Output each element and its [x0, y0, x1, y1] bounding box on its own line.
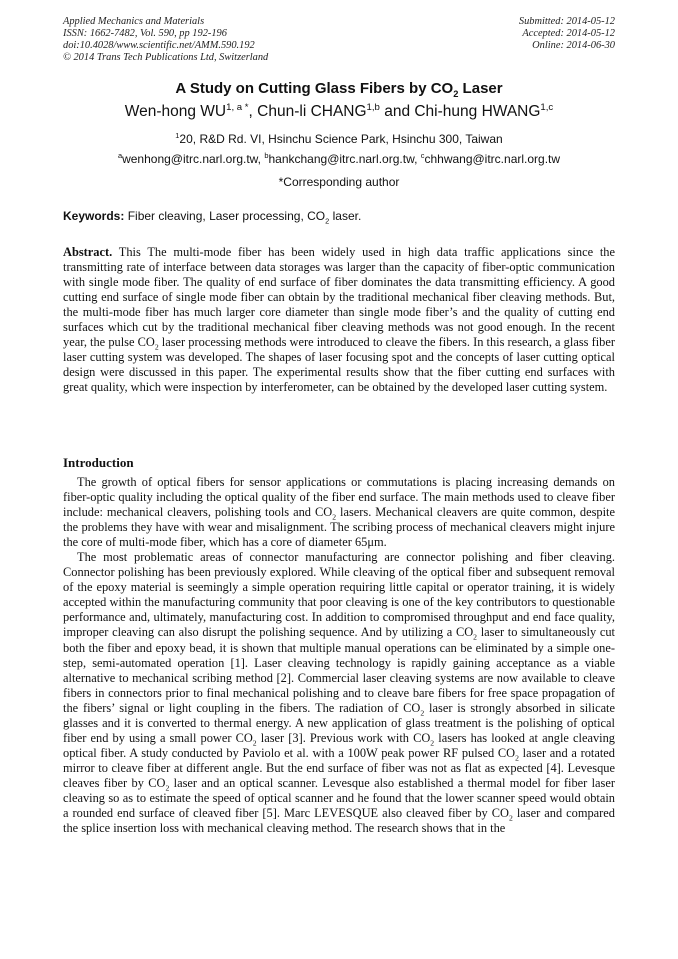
abstract	[63, 245, 615, 395]
abstract-text: This The multi-mode fiber has been widely used in high data traffic applications since the transmitting rate of interface between data storages was larger than the capacity of fiber-optic communication with single mode fiber. The quality of end surface of fiber dominates the data transmitting efficiency. A good cutting end surface of single mode fiber can obtain by the traditional mechanical fiber cleaving methods. But, the multi-mode fiber has much larger core diameter than single mode fiber’s and the quality of cutting end surfaces which cut by the traditional mechanical fiber cleaving methods was not good enough. In the recent year, the pulse CO	[63, 245, 615, 350]
journal-name: Applied Mechanics and Materials	[63, 16, 205, 27]
doi-line: doi:10.4028/www.scientific.net/AMM.590.192	[63, 40, 255, 51]
copyright-line: © 2014 Trans Tech Publications Ltd, Switzerland	[63, 52, 269, 63]
paragraph-1	[63, 475, 615, 550]
p2-sub-4: 2	[430, 738, 435, 748]
issn-line: ISSN: 1662-7482, Vol. 590, pp 192-196	[63, 28, 227, 39]
keywords-label: Keywords:	[63, 209, 125, 223]
p2-sub-3: 2	[252, 738, 257, 748]
author-emails	[0, 152, 678, 166]
journal-info	[63, 16, 268, 64]
p1-subscript: 2	[332, 512, 337, 522]
p2-sub-2: 2	[420, 708, 425, 718]
abstract-subscript: 2	[154, 342, 159, 352]
email-b[interactable]: hankchang@itrc.narl.org.tw,	[268, 152, 421, 166]
email-marker-b: b	[264, 151, 269, 160]
p2-sub-1: 2	[473, 632, 477, 642]
accepted-date: Accepted: 2014-05-12	[522, 28, 615, 39]
p2-text-7: laser and an optical scanner. Levesque also established a thermal model for fiber laser cleaving so as to estimate the speed of optical scanner and he found that the lower scanner speed would obtain a rounded end surface of cleaved fiber [5]. Marc LEVESQUE also cleaved fiber by CO	[63, 775, 615, 821]
p2-text-6: laser and a rotated mirror to cleave fiber at different angle. But the end surface of fiber was not as flat as expected [4]. Levesque cleaves fiber by CO	[63, 745, 615, 790]
author-1: Wen-hong WU	[124, 103, 227, 120]
section-heading-introduction: Introduction	[63, 455, 134, 470]
affiliation-marker: 1	[175, 131, 180, 140]
title-text: A Study on Cutting Glass Fibers by CO	[175, 80, 454, 97]
author-3-marker: 1,c	[540, 101, 554, 113]
p2-text-8: laser and compared the splice insertion loss with mechanical cleaving method. The research shows that in the	[63, 806, 615, 836]
affiliation-text: 20, R&D Rd. VI, Hsinchu Science Park, Hsinchu 300, Taiwan	[179, 132, 503, 146]
title-subscript: 2	[453, 89, 459, 99]
author-list	[0, 103, 678, 121]
keywords-text: Fiber cleaving, Laser processing, CO	[124, 209, 326, 223]
title-text-end: Laser	[458, 80, 503, 97]
author-2: , Chun-li CHANG	[248, 103, 367, 120]
p2-text-5: lasers has looked at angle cleaving optical fiber. A study conducted by Paviolo et al. with a 100W peak power RF pulsed CO	[63, 730, 615, 760]
p2-text-1: The most problematic areas of connector manufacturing are connector polishing and fiber cleaving. Connector polishing has been previously explored. While cleaving of the optical fiber and subsequent removal of the epoxy material is seemingly a simple operation requiring little capital or operator training, it is widely accepted within the manufacturing community that poor cleaving is one of the key contributors to questionable performance and, ultimately, manufacturing cost. In addition to compromised throughput and end face quality, improper cleaving can also disrupt the polishing sequence. And by utilizing a CO	[63, 550, 615, 640]
paper-title	[0, 80, 678, 97]
p2-sub-5: 2	[515, 753, 519, 763]
paragraph-2	[63, 550, 615, 836]
author-2-marker: 1,b	[366, 101, 380, 113]
abstract-text-end: laser processing methods were introduced to cleave the fibers. In this research, a glass fiber laser cutting system was developed. The shapes of laser focusing spot and the concepts of laser cutting optical design were discussed in this paper. The experimental results show that the fiber cutting end surfaces with great quality, which were inspection by interferometer, can be obtained by the developed laser cutting system.	[63, 335, 615, 395]
p2-sub-7: 2	[508, 813, 513, 823]
online-date: Online: 2014-06-30	[532, 40, 615, 51]
email-marker-c: c	[420, 151, 425, 160]
author-3: and Chi-hung HWANG	[379, 103, 541, 120]
submitted-date: Submitted: 2014-05-12	[518, 16, 615, 27]
p2-sub-6: 2	[165, 783, 170, 793]
keywords	[63, 209, 362, 226]
p2-text-2: laser to simultaneously cut both the fiber and epoxy bead, it is shown that multiple manual operations can be eliminated by a simple one-step, semi-automated operation [1]. Laser cleaving technology is rapidly gaining acceptance as a viable alternative to mechanical scribing method [2]. Commercial laser cleaving systems are now available to cleave fibers in connectors prior to final mechanical polishing and to cleave bare fibers for free space propagation of the fibers’ signal or light coupling in the fibers. The radiation of CO	[63, 625, 615, 715]
email-marker-a: a	[117, 151, 123, 160]
corresponding-author-note: *Corresponding author	[278, 175, 400, 189]
author-1-marker: 1, a *	[226, 101, 249, 113]
p2-text-3: laser is strongly absorbed in silicate glasses and it is converted to thermal energy. A new application of glass treatment is the polishing of optical fiber end by using a small power CO	[63, 700, 616, 745]
email-a[interactable]: wenhong@itrc.narl.org.tw,	[122, 152, 265, 166]
abstract-label: Abstract.	[63, 245, 113, 259]
keywords-text-end: laser.	[329, 209, 362, 223]
publication-dates	[519, 16, 615, 52]
keywords-subscript: 2	[325, 216, 330, 226]
introduction-body	[63, 475, 615, 836]
email-c[interactable]: chhwang@itrc.narl.org.tw	[424, 152, 561, 166]
p1-text: The growth of optical fibers for sensor applications or commutations is placing increasing demands on fiber-optic quality including the optical quality of the fiber end surface. The main methods used to cleave fiber include: mechanical cleavers, polishing tools and CO	[63, 475, 615, 520]
p2-text-4: laser [3]. Previous work with CO	[256, 730, 431, 745]
p1-text-end: lasers. Mechanical cleavers are quite common, despite the problems they have with wear and misalignment. The scribing process of mechanical cleavers might injure the core of multi-mode fiber, which has a core of diameter 65μm.	[63, 505, 615, 550]
affiliation	[0, 132, 678, 146]
